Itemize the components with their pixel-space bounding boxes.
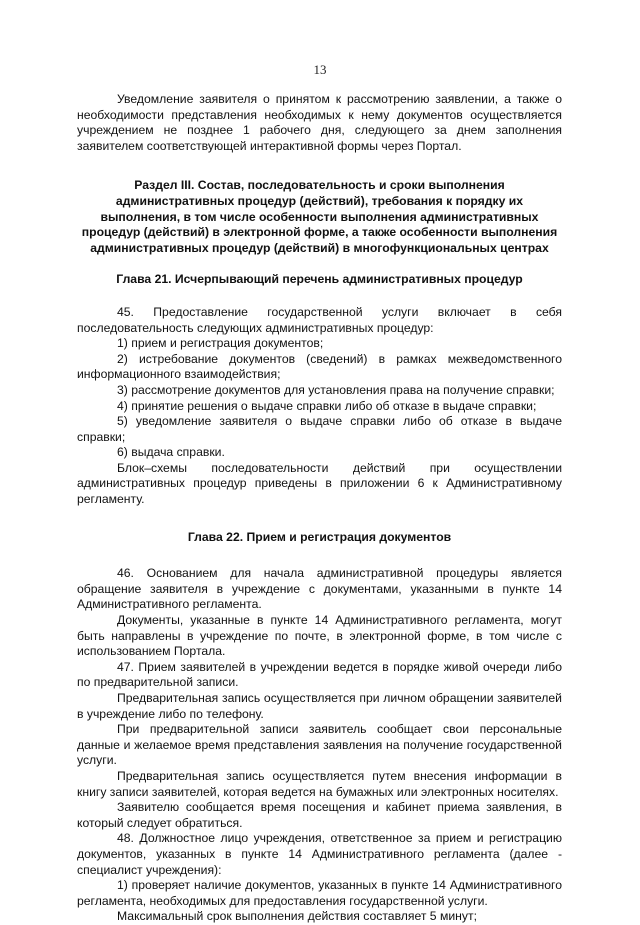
intro-paragraph: Уведомление заявителя о принятом к рассмотрению заявлении, а также о необходимости представления необходимых к нему документов осуществляется учреждением не позднее 1 рабочего дня, следующего за днем заполнения заявителем соответствующей интерактивной формы через Портал. — [77, 92, 562, 153]
paragraph: Документы, указанные в пункте 14 Административного регламента, могут быть направлены в учреждение по почте, в электронной форме, в том числе с использованием Портала. — [77, 613, 562, 659]
document-body — [77, 92, 562, 925]
list-item: 2) истребование документов (сведений) в рамках межведомственного информационного взаимодействия; — [77, 351, 562, 382]
paragraph: Максимальный срок выполнения действия составляет 5 минут; — [117, 909, 477, 924]
list-item: 4) принятие решения о выдаче справки либо об отказе в выдаче справки; — [117, 398, 537, 413]
list-item: 1) прием и регистрация документов; — [117, 336, 324, 351]
chapter-22-title: Глава 22. Прием и регистрация документов — [187, 529, 452, 544]
list-item: 1) проверяет наличие документов, указанных в пункте 14 Административного регламента, необходимых для предоставления государственной услуги. — [77, 878, 562, 908]
paragraph: Предварительная запись осуществляется при личном обращении заявителей в учреждение либо по телефону. — [77, 691, 562, 721]
paragraph: Заявителю сообщается время посещения и кабинет приема заявления, в который следует обратиться. — [77, 800, 562, 830]
list-item: 6) выдача справки. — [117, 445, 225, 460]
section-title: Раздел III. Состав, последовательность и сроки выполнения административных процедур (действий), требования к порядку их выполнения, в том числе особенности выполнения административных процедур (действий) в электронной форме, а также особенности выполнения административных процедур (действий) в многофункциональных центрах — [81, 178, 558, 255]
paragraph: 48. Должностное лицо учреждения, ответственное за прием и регистрацию документов, указанных в пункте 14 Административного регламента (далее - специалист учреждения): — [77, 831, 562, 877]
page-number: 13 — [313, 62, 327, 77]
paragraph: Блок–схемы последовательности действий при осуществлении административных процедур приведены в приложении 6 к Административному регламенту. — [77, 460, 562, 507]
paragraph: 45. Предоставление государственной услуги включает в себя последовательность следующих административных процедур: — [77, 304, 562, 335]
paragraph: Предварительная запись осуществляется путем внесения информации в книгу записи заявителей, которая ведется на бумажных или электронных носителях. — [77, 768, 562, 799]
chapter-21-body — [77, 305, 562, 508]
paragraph: 47. Прием заявителей в учреждении ведется в порядке живой очереди либо по предварительной записи. — [77, 659, 562, 690]
list-item: 5) уведомление заявителя о выдаче справки либо об отказе в выдаче справки; — [77, 414, 562, 444]
paragraph: 46. Основанием для начала административной процедуры является обращение заявителя в учреждение с документами, указанными в пункте 14 Административного регламента. — [77, 566, 562, 612]
paragraph: При предварительной записи заявитель сообщает свои персональные данные и желаемое время представления заявления на получение государственной услуги. — [77, 722, 562, 768]
list-item: 3) рассмотрение документов для установления права на получение справки; — [117, 382, 555, 397]
chapter-22-body — [77, 566, 562, 925]
chapter-21-title: Глава 21. Исчерпывающий перечень административных процедур — [116, 272, 523, 287]
